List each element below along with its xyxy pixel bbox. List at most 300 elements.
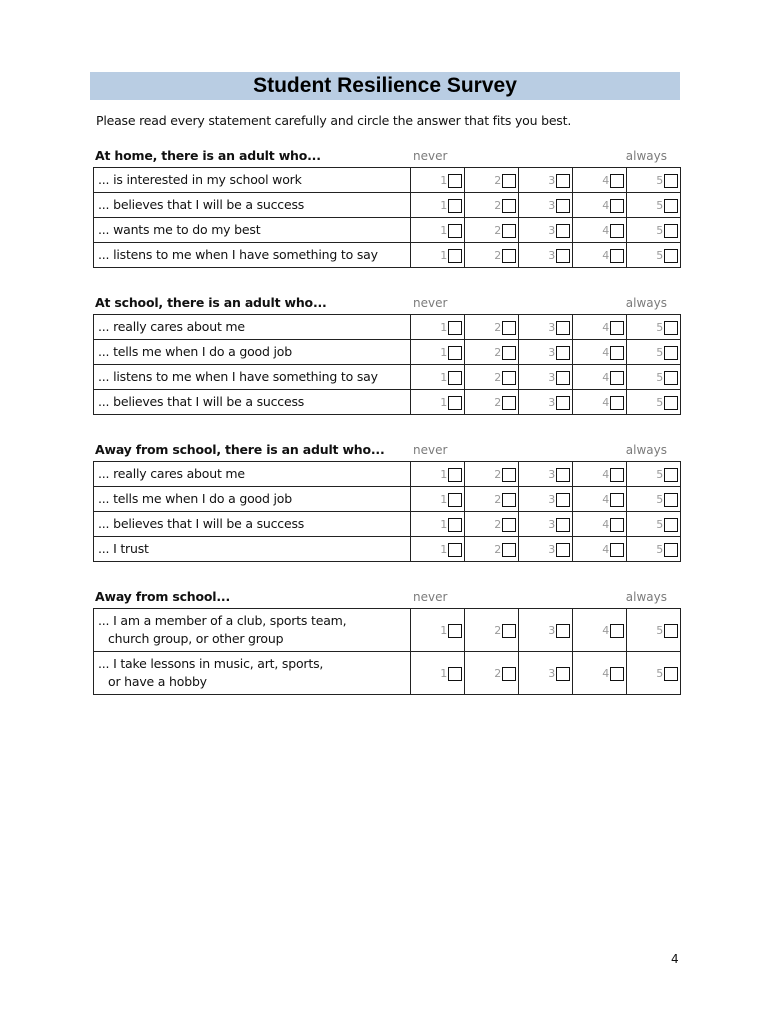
option-wrap	[548, 468, 570, 482]
answer-checkbox[interactable]	[502, 321, 516, 335]
statement-cell	[94, 487, 411, 512]
option-number: 2	[494, 667, 501, 681]
option-number: 1	[440, 624, 447, 638]
option-number: 2	[494, 468, 501, 482]
option-wrap	[440, 371, 462, 385]
option-number: 2	[494, 249, 501, 263]
answer-checkbox[interactable]	[556, 396, 570, 410]
option-wrap	[548, 371, 570, 385]
option-cell-4	[573, 340, 627, 365]
option-number: 2	[494, 174, 501, 188]
option-number: 3	[548, 667, 555, 681]
option-number: 4	[602, 493, 609, 507]
statement-text: or have a hobby	[108, 674, 207, 689]
option-cell-1	[411, 512, 465, 537]
option-cell-5	[627, 340, 681, 365]
option-cell-5	[627, 218, 681, 243]
option-cell-4	[573, 390, 627, 415]
survey-section	[93, 292, 675, 415]
option-wrap	[548, 543, 570, 557]
option-number: 4	[602, 321, 609, 335]
option-number: 4	[602, 199, 609, 213]
option-number: 1	[440, 224, 447, 238]
option-number: 3	[548, 468, 555, 482]
answer-checkbox[interactable]	[448, 199, 462, 213]
response-table	[93, 608, 681, 695]
answer-checkbox[interactable]	[502, 224, 516, 238]
option-number: 2	[494, 224, 501, 238]
table-row	[94, 512, 681, 537]
option-number: 4	[602, 224, 609, 238]
option-number: 1	[440, 667, 447, 681]
option-number: 4	[602, 396, 609, 410]
answer-checkbox[interactable]	[664, 543, 678, 557]
answer-checkbox[interactable]	[664, 371, 678, 385]
answer-checkbox[interactable]	[556, 174, 570, 188]
answer-checkbox[interactable]	[610, 321, 624, 335]
answer-checkbox[interactable]	[556, 249, 570, 263]
statement-cell	[94, 609, 411, 652]
option-cell-5	[627, 365, 681, 390]
option-wrap	[602, 199, 624, 213]
option-number: 5	[656, 493, 663, 507]
option-number: 3	[548, 174, 555, 188]
option-wrap	[494, 468, 516, 482]
answer-checkbox[interactable]	[502, 624, 516, 638]
answer-checkbox[interactable]	[664, 249, 678, 263]
option-number: 5	[656, 624, 663, 638]
answer-checkbox[interactable]	[610, 396, 624, 410]
answer-checkbox[interactable]	[448, 493, 462, 507]
option-cell-3	[519, 487, 573, 512]
option-cell-3	[519, 609, 573, 652]
answer-checkbox[interactable]	[556, 321, 570, 335]
option-cell-2	[465, 340, 519, 365]
option-cell-2	[465, 537, 519, 562]
statement-cell	[94, 340, 411, 365]
option-cell-4	[573, 365, 627, 390]
answer-checkbox[interactable]	[556, 371, 570, 385]
option-number: 2	[494, 199, 501, 213]
answer-checkbox[interactable]	[448, 174, 462, 188]
option-number: 1	[440, 396, 447, 410]
option-number: 1	[440, 346, 447, 360]
option-number: 2	[494, 321, 501, 335]
option-number: 4	[602, 249, 609, 263]
option-number: 4	[602, 624, 609, 638]
option-cell-2	[465, 390, 519, 415]
statement-cell	[94, 168, 411, 193]
answer-checkbox[interactable]	[664, 199, 678, 213]
answer-checkbox[interactable]	[502, 346, 516, 360]
answer-checkbox[interactable]	[556, 493, 570, 507]
answer-checkbox[interactable]	[448, 543, 462, 557]
answer-checkbox[interactable]	[664, 493, 678, 507]
option-wrap	[548, 346, 570, 360]
option-cell-5	[627, 487, 681, 512]
answer-checkbox[interactable]	[610, 199, 624, 213]
answer-checkbox[interactable]	[556, 346, 570, 360]
answer-checkbox[interactable]	[664, 346, 678, 360]
option-cell-1	[411, 652, 465, 695]
option-cell-2	[465, 243, 519, 268]
option-wrap	[602, 249, 624, 263]
scale-label-never: never	[413, 296, 448, 310]
answer-checkbox[interactable]	[610, 346, 624, 360]
option-number: 1	[440, 321, 447, 335]
answer-checkbox[interactable]	[664, 518, 678, 532]
response-table	[93, 461, 681, 562]
option-wrap	[602, 543, 624, 557]
answer-checkbox[interactable]	[610, 224, 624, 238]
answer-checkbox[interactable]	[610, 543, 624, 557]
option-wrap	[602, 224, 624, 238]
section-header	[93, 292, 675, 314]
option-wrap	[494, 493, 516, 507]
option-cell-3	[519, 365, 573, 390]
survey-section	[93, 145, 675, 268]
option-number: 5	[656, 518, 663, 532]
option-wrap	[440, 224, 462, 238]
answer-checkbox[interactable]	[502, 396, 516, 410]
option-cell-2	[465, 365, 519, 390]
option-cell-1	[411, 487, 465, 512]
statement-text: ... tells me when I do a good job	[98, 491, 292, 506]
option-wrap	[548, 321, 570, 335]
option-wrap	[494, 224, 516, 238]
table-row	[94, 168, 681, 193]
option-wrap	[656, 624, 678, 638]
option-cell-1	[411, 340, 465, 365]
scale-label-always: always	[625, 590, 667, 604]
option-number: 3	[548, 396, 555, 410]
section-heading: At home, there is an adult who...	[95, 148, 321, 163]
answer-checkbox[interactable]	[502, 667, 516, 681]
statement-text: ... listens to me when I have something to say	[98, 247, 378, 262]
option-number: 2	[494, 624, 501, 638]
option-wrap	[602, 371, 624, 385]
option-number: 4	[602, 543, 609, 557]
option-cell-4	[573, 168, 627, 193]
option-number: 1	[440, 543, 447, 557]
statement-cell	[94, 537, 411, 562]
option-wrap	[602, 396, 624, 410]
statement-text: ... believes that I will be a success	[98, 197, 305, 212]
option-cell-5	[627, 652, 681, 695]
option-number: 4	[602, 468, 609, 482]
answer-checkbox[interactable]	[448, 346, 462, 360]
option-wrap	[602, 493, 624, 507]
answer-checkbox[interactable]	[556, 224, 570, 238]
answer-checkbox[interactable]	[610, 667, 624, 681]
answer-checkbox[interactable]	[664, 396, 678, 410]
option-wrap	[656, 249, 678, 263]
option-cell-2	[465, 315, 519, 340]
scale-label-never: never	[413, 590, 448, 604]
option-wrap	[548, 199, 570, 213]
statement-text: ... listens to me when I have something to say	[98, 369, 378, 384]
statement-text: ... really cares about me	[98, 319, 245, 334]
option-number: 1	[440, 199, 447, 213]
answer-checkbox[interactable]	[610, 371, 624, 385]
answer-checkbox[interactable]	[556, 543, 570, 557]
option-wrap	[602, 518, 624, 532]
option-wrap	[656, 667, 678, 681]
scale-label-always: always	[625, 296, 667, 310]
option-cell-1	[411, 609, 465, 652]
option-number: 5	[656, 199, 663, 213]
table-row	[94, 243, 681, 268]
table-row	[94, 609, 681, 652]
scale-label-never: never	[413, 443, 448, 457]
option-number: 3	[548, 199, 555, 213]
option-wrap	[494, 624, 516, 638]
option-wrap	[440, 249, 462, 263]
option-wrap	[494, 199, 516, 213]
statement-cell	[94, 315, 411, 340]
option-number: 1	[440, 371, 447, 385]
option-wrap	[548, 224, 570, 238]
option-cell-5	[627, 512, 681, 537]
option-wrap	[494, 396, 516, 410]
title-bar	[90, 72, 680, 100]
option-number: 3	[548, 493, 555, 507]
option-cell-3	[519, 652, 573, 695]
option-number: 3	[548, 249, 555, 263]
answer-checkbox[interactable]	[556, 667, 570, 681]
answer-checkbox[interactable]	[610, 468, 624, 482]
option-cell-4	[573, 218, 627, 243]
statement-text: ... I trust	[98, 541, 149, 556]
statement-text: ... is interested in my school work	[98, 172, 302, 187]
option-cell-1	[411, 218, 465, 243]
option-wrap	[656, 493, 678, 507]
answer-checkbox[interactable]	[502, 493, 516, 507]
option-number: 4	[602, 346, 609, 360]
option-number: 5	[656, 249, 663, 263]
option-cell-2	[465, 512, 519, 537]
statement-cell	[94, 512, 411, 537]
option-number: 5	[656, 224, 663, 238]
option-wrap	[656, 224, 678, 238]
option-number: 3	[548, 624, 555, 638]
answer-checkbox[interactable]	[610, 249, 624, 263]
survey-section	[93, 439, 675, 562]
option-cell-4	[573, 315, 627, 340]
answer-checkbox[interactable]	[664, 468, 678, 482]
answer-checkbox[interactable]	[610, 493, 624, 507]
option-wrap	[548, 249, 570, 263]
answer-checkbox[interactable]	[502, 199, 516, 213]
option-number: 3	[548, 518, 555, 532]
option-wrap	[494, 346, 516, 360]
option-wrap	[548, 667, 570, 681]
answer-checkbox[interactable]	[502, 518, 516, 532]
option-number: 1	[440, 518, 447, 532]
option-cell-5	[627, 315, 681, 340]
table-row	[94, 193, 681, 218]
option-wrap	[656, 346, 678, 360]
answer-checkbox[interactable]	[610, 174, 624, 188]
option-wrap	[440, 346, 462, 360]
option-cell-2	[465, 193, 519, 218]
option-wrap	[548, 174, 570, 188]
option-cell-2	[465, 487, 519, 512]
answer-checkbox[interactable]	[556, 199, 570, 213]
option-cell-3	[519, 537, 573, 562]
scale-label-always: always	[625, 149, 667, 163]
option-number: 4	[602, 518, 609, 532]
page-title: Student Resilience Survey	[253, 74, 517, 97]
option-wrap	[494, 321, 516, 335]
statement-text: ... believes that I will be a success	[98, 516, 305, 531]
statement-text: ... wants me to do my best	[98, 222, 261, 237]
section-heading: At school, there is an adult who...	[95, 295, 327, 310]
section-heading: Away from school...	[95, 589, 230, 604]
option-wrap	[656, 396, 678, 410]
option-number: 3	[548, 321, 555, 335]
option-number: 2	[494, 518, 501, 532]
option-number: 3	[548, 543, 555, 557]
option-wrap	[602, 321, 624, 335]
option-number: 5	[656, 396, 663, 410]
option-wrap	[440, 396, 462, 410]
option-wrap	[440, 518, 462, 532]
table-row	[94, 537, 681, 562]
answer-checkbox[interactable]	[664, 624, 678, 638]
option-wrap	[440, 624, 462, 638]
answer-checkbox[interactable]	[502, 543, 516, 557]
option-number: 5	[656, 321, 663, 335]
answer-checkbox[interactable]	[448, 667, 462, 681]
option-number: 1	[440, 468, 447, 482]
answer-checkbox[interactable]	[448, 518, 462, 532]
option-number: 1	[440, 493, 447, 507]
option-cell-1	[411, 537, 465, 562]
answer-checkbox[interactable]	[502, 371, 516, 385]
answer-checkbox[interactable]	[448, 249, 462, 263]
option-wrap	[602, 346, 624, 360]
scale-label-never: never	[413, 149, 448, 163]
section-header	[93, 586, 675, 608]
response-table	[93, 314, 681, 415]
option-wrap	[602, 624, 624, 638]
answer-checkbox[interactable]	[448, 321, 462, 335]
answer-checkbox[interactable]	[556, 624, 570, 638]
option-cell-2	[465, 609, 519, 652]
option-wrap	[440, 667, 462, 681]
answer-checkbox[interactable]	[664, 667, 678, 681]
answer-checkbox[interactable]	[502, 249, 516, 263]
option-number: 5	[656, 667, 663, 681]
option-wrap	[656, 468, 678, 482]
option-wrap	[656, 199, 678, 213]
option-cell-3	[519, 315, 573, 340]
option-cell-2	[465, 652, 519, 695]
option-cell-5	[627, 193, 681, 218]
table-row	[94, 487, 681, 512]
statement-cell	[94, 462, 411, 487]
option-wrap	[656, 371, 678, 385]
option-number: 3	[548, 346, 555, 360]
answer-checkbox[interactable]	[502, 468, 516, 482]
answer-checkbox[interactable]	[448, 224, 462, 238]
statement-text: ... really cares about me	[98, 466, 245, 481]
option-cell-1	[411, 315, 465, 340]
statement-text: ... I am a member of a club, sports team,	[98, 613, 347, 628]
option-wrap	[602, 468, 624, 482]
option-cell-4	[573, 243, 627, 268]
option-wrap	[494, 371, 516, 385]
table-row	[94, 340, 681, 365]
statement-cell	[94, 243, 411, 268]
option-cell-1	[411, 462, 465, 487]
answer-checkbox[interactable]	[448, 396, 462, 410]
section-header	[93, 145, 675, 167]
table-row	[94, 315, 681, 340]
instructions: Please read every statement carefully and circle the answer that fits you best.	[96, 113, 572, 128]
option-number: 5	[656, 346, 663, 360]
option-number: 1	[440, 249, 447, 263]
answer-checkbox[interactable]	[448, 468, 462, 482]
option-wrap	[440, 321, 462, 335]
answer-checkbox[interactable]	[448, 371, 462, 385]
option-number: 5	[656, 174, 663, 188]
table-row	[94, 390, 681, 415]
answer-checkbox[interactable]	[664, 224, 678, 238]
answer-checkbox[interactable]	[556, 518, 570, 532]
option-cell-4	[573, 512, 627, 537]
option-cell-3	[519, 390, 573, 415]
option-cell-4	[573, 462, 627, 487]
option-wrap	[548, 493, 570, 507]
answer-checkbox[interactable]	[610, 518, 624, 532]
option-wrap	[548, 624, 570, 638]
option-cell-4	[573, 609, 627, 652]
option-wrap	[440, 493, 462, 507]
option-wrap	[656, 518, 678, 532]
option-wrap	[656, 543, 678, 557]
option-cell-3	[519, 218, 573, 243]
option-number: 4	[602, 174, 609, 188]
statement-cell	[94, 218, 411, 243]
statement-text: ... believes that I will be a success	[98, 394, 305, 409]
statement-cell	[94, 390, 411, 415]
option-wrap	[494, 174, 516, 188]
option-cell-5	[627, 390, 681, 415]
statement-text: ... I take lessons in music, art, sports,	[98, 656, 324, 671]
answer-checkbox[interactable]	[664, 321, 678, 335]
option-cell-2	[465, 168, 519, 193]
survey-section	[93, 586, 675, 695]
option-number: 1	[440, 174, 447, 188]
option-number: 2	[494, 346, 501, 360]
option-wrap	[440, 199, 462, 213]
option-wrap	[440, 468, 462, 482]
answer-checkbox[interactable]	[448, 624, 462, 638]
answer-checkbox[interactable]	[610, 624, 624, 638]
option-number: 3	[548, 371, 555, 385]
answer-checkbox[interactable]	[556, 468, 570, 482]
table-row	[94, 462, 681, 487]
option-cell-3	[519, 340, 573, 365]
option-cell-4	[573, 487, 627, 512]
option-cell-5	[627, 168, 681, 193]
statement-text: church group, or other group	[108, 631, 284, 646]
answer-checkbox[interactable]	[502, 174, 516, 188]
answer-checkbox[interactable]	[664, 174, 678, 188]
option-cell-1	[411, 193, 465, 218]
